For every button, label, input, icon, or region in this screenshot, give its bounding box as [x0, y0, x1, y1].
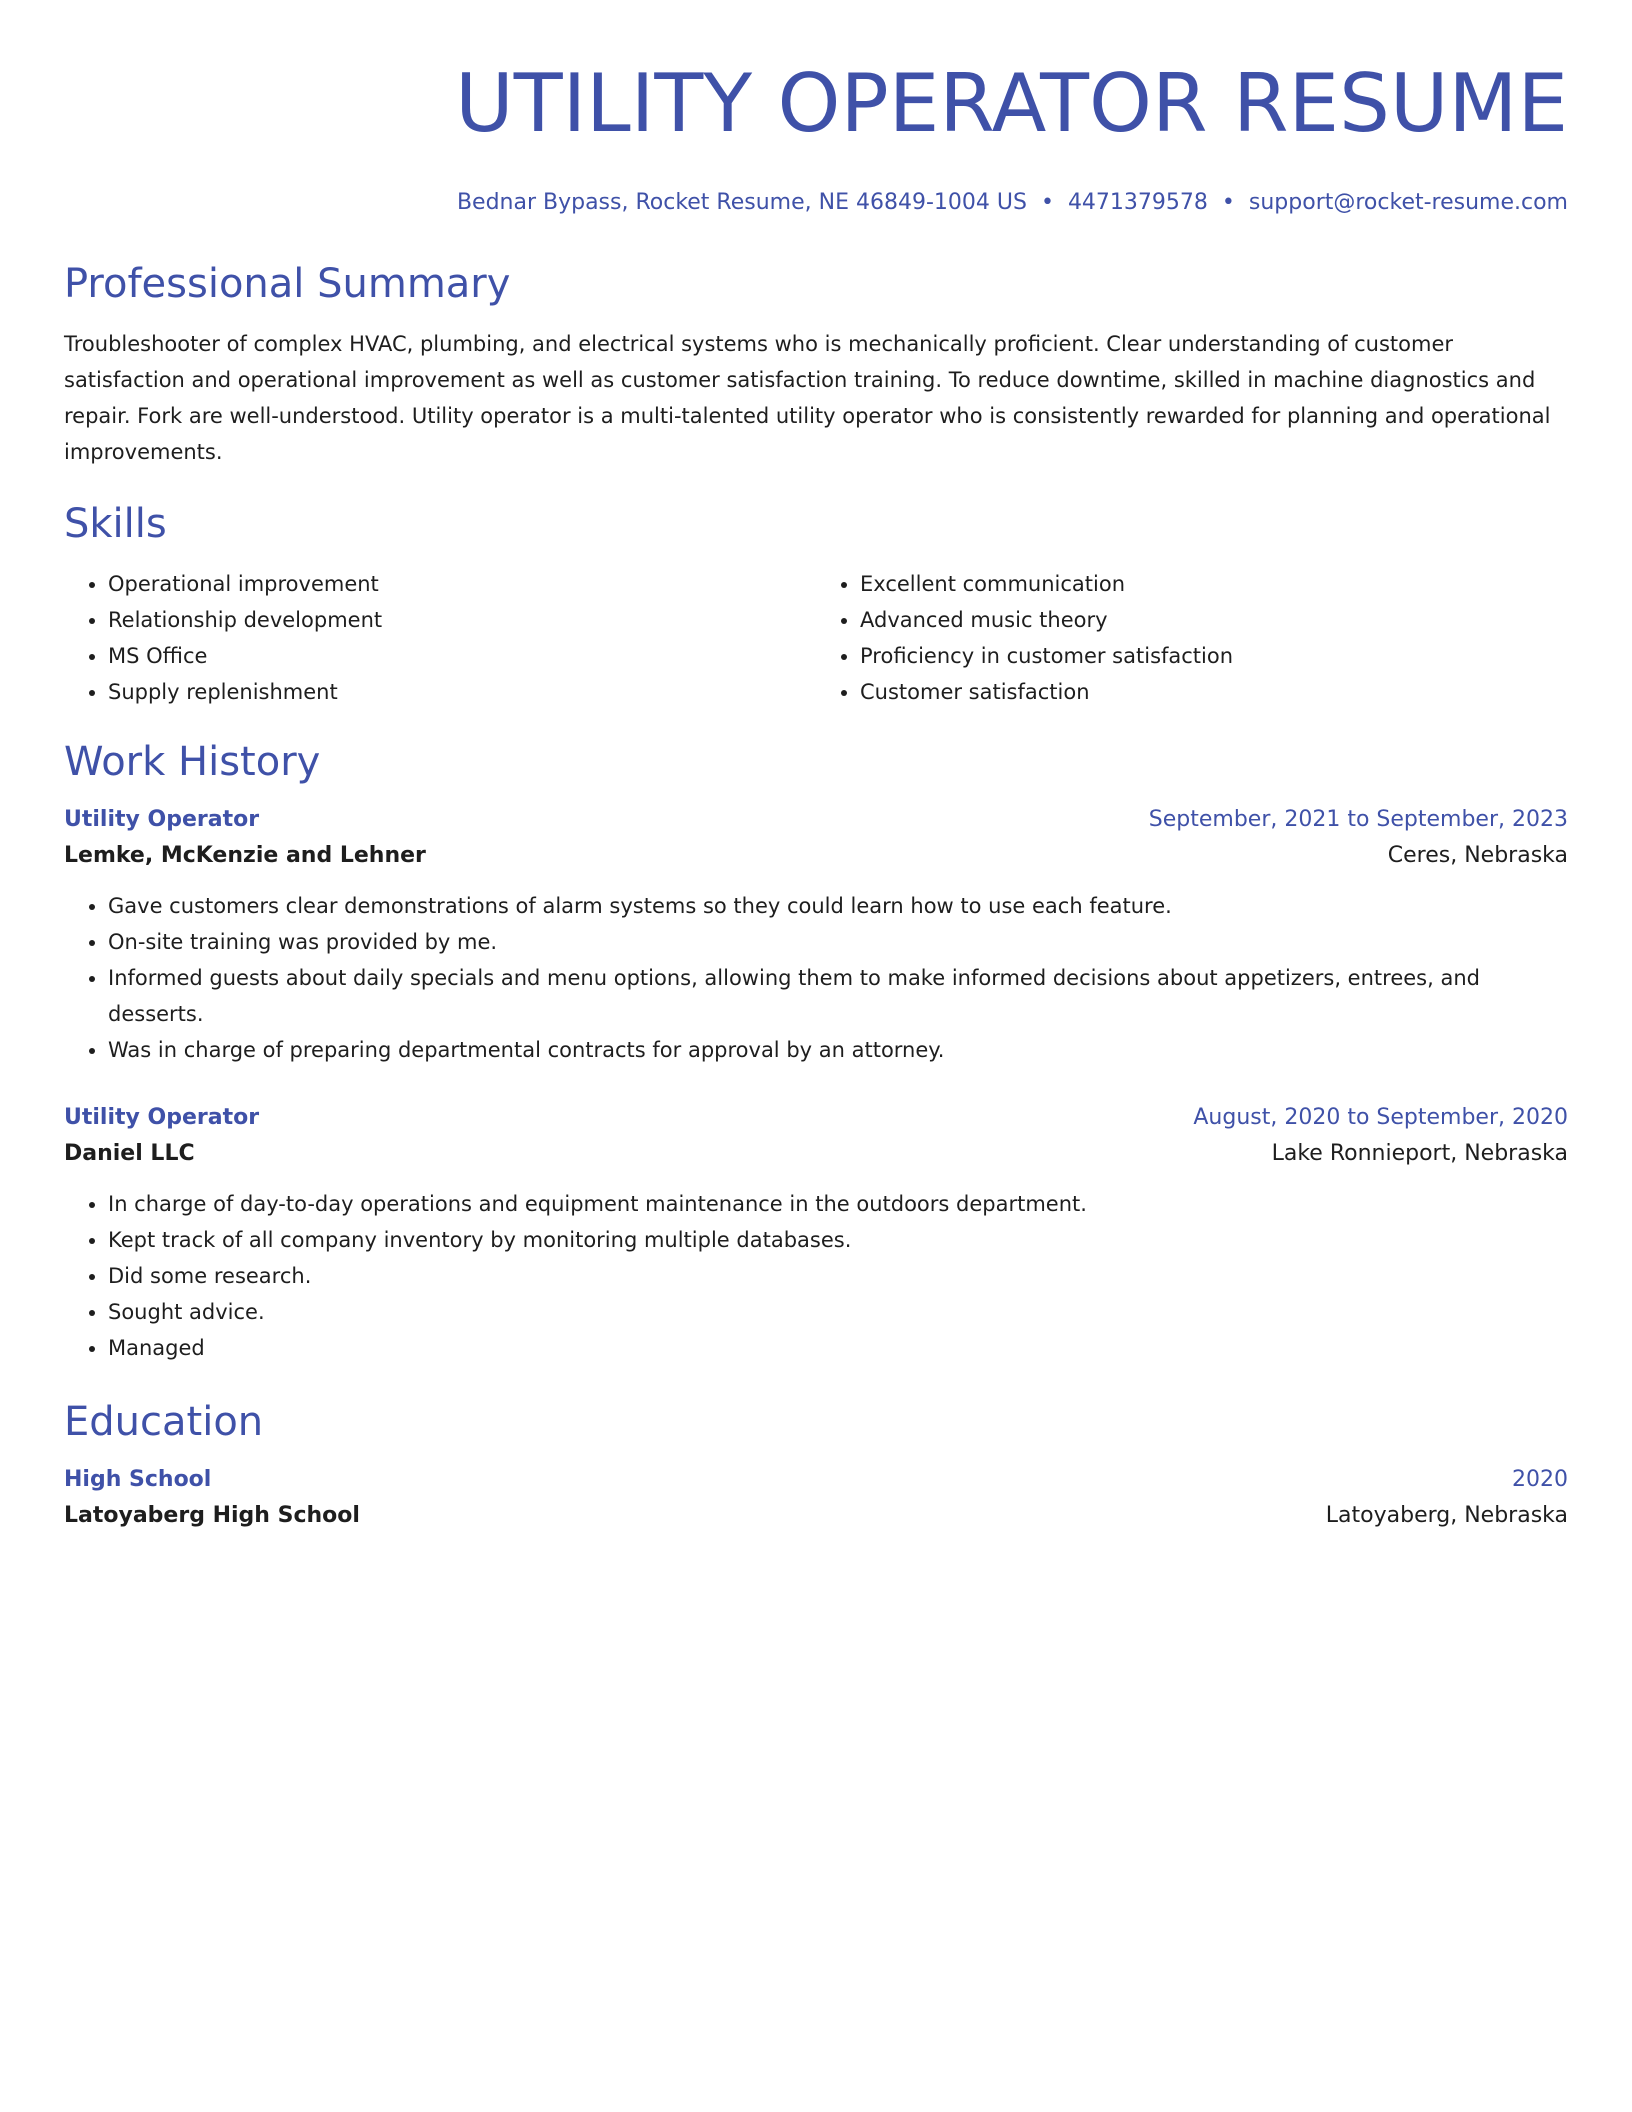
skill-item: • Excellent communication [860, 566, 1568, 602]
job-bullet: • Managed [108, 1330, 1568, 1366]
skill-item: • Relationship development [108, 602, 816, 638]
job-bullet: • Sought advice. [108, 1294, 1568, 1330]
job-bullet: • On-site training was provided by me. [108, 924, 1568, 960]
summary-heading: Professional Summary [64, 261, 511, 307]
education-school-row [64, 1498, 1568, 1534]
job-entry [64, 802, 1568, 1068]
contact-separator: • [1221, 190, 1235, 215]
job-bullets [64, 888, 1568, 1068]
job-location: Ceres, Nebraska [1387, 843, 1568, 868]
education-entry [64, 1462, 1568, 1534]
job-entry [64, 1100, 1568, 1366]
job-title: Utility Operator [64, 807, 260, 832]
education-degree-row [64, 1462, 1568, 1498]
education-heading: Education [64, 1399, 264, 1445]
skill-item: • Customer satisfaction [860, 674, 1568, 710]
skills-left-column [64, 566, 816, 710]
summary-section [64, 258, 1568, 470]
skills-grid [64, 566, 1568, 710]
contact-email[interactable]: support@rocket-resume.com [1248, 190, 1568, 215]
resume-title: UTILITY OPERATOR RESUME [455, 57, 1568, 150]
skill-item: • Operational improvement [108, 566, 816, 602]
job-bullet: • Gave customers clear demonstrations of alarm systems so they could learn how to use each feature. [108, 888, 1568, 924]
job-company-row [64, 1136, 1568, 1172]
skill-item: • MS Office [108, 638, 816, 674]
job-dates: September, 2021 to September, 2023 [1148, 807, 1568, 832]
contact-address: Bednar Bypass, Rocket Resume, NE 46849-1004 US [456, 190, 1027, 215]
skills-section [64, 498, 1568, 710]
job-bullet: • Kept track of all company inventory by monitoring multiple databases. [108, 1222, 1568, 1258]
job-title-row [64, 1100, 1568, 1136]
job-title-row [64, 802, 1568, 838]
summary-text: Troubleshooter of complex HVAC, plumbing, and electrical systems who is mechanically proficient. Clear understanding of customer satisfaction and operational improvement as well as customer satisfaction training. To reduce downtime, skilled in machine diagnostics and repair. Fork are well-understood. Utility operator is a multi-talented utility operator who is consistently rewarded for planning and operational improvements. [64, 332, 1551, 464]
education-degree: High School [64, 1467, 212, 1492]
education-school: Latoyaberg High School [64, 1503, 360, 1528]
skills-right-column [816, 566, 1568, 710]
contact-separator: • [1040, 190, 1054, 215]
job-bullet: • Was in charge of preparing departmental contracts for approval by an attorney. [108, 1032, 1568, 1068]
skills-heading: Skills [64, 501, 167, 547]
education-year: 2020 [1512, 1467, 1568, 1492]
job-company: Daniel LLC [64, 1141, 195, 1166]
job-bullet: • Informed guests about daily specials and menu options, allowing them to make informed decisions about appetizers, entrees, and desserts. [108, 960, 1568, 1032]
education-section [64, 1396, 1568, 1534]
job-location: Lake Ronnieport, Nebraska [1271, 1141, 1568, 1166]
skill-item: • Advanced music theory [860, 602, 1568, 638]
job-bullets [64, 1186, 1568, 1366]
job-company: Lemke, McKenzie and Lehner [64, 843, 426, 868]
skill-item: • Proficiency in customer satisfaction [860, 638, 1568, 674]
contact-line [64, 186, 1568, 220]
work-history-heading: Work History [64, 739, 321, 785]
job-dates: August, 2020 to September, 2020 [1193, 1105, 1568, 1130]
job-bullet: • In charge of day-to-day operations and equipment maintenance in the outdoors department. [108, 1186, 1568, 1222]
contact-phone: 4471379578 [1067, 190, 1208, 215]
job-bullet: • Did some research. [108, 1258, 1568, 1294]
education-location: Latoyaberg, Nebraska [1325, 1503, 1568, 1528]
job-title: Utility Operator [64, 1105, 260, 1130]
skill-item: • Supply replenishment [108, 674, 816, 710]
job-company-row [64, 838, 1568, 874]
work-history-section [64, 736, 1568, 1366]
